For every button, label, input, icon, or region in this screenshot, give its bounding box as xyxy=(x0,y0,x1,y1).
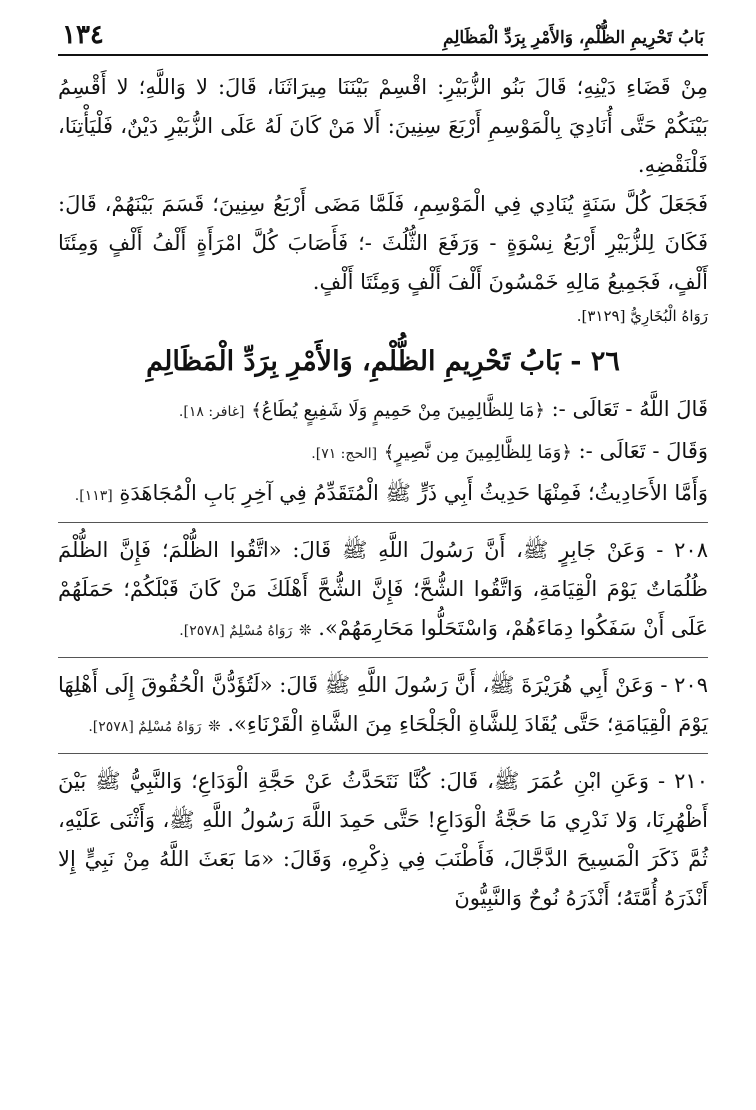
hadith-209-text: ٢٠٩ - وَعَنْ أَبِي هُرَيْرَةَ ﷺ، أَنَّ رَسُولَ اللَّهِ ﷺ قَالَ: «لَتُؤَدُّنَّ الْحُقُوقَ إِلَى أَهْلِهَا يَوْمَ الْقِيَامَةِ؛ حَتَّى يُقَادَ لِلشَّاةِ الْجَلْحَاءِ مِنَ الشَّاةِ الْقَرْنَاءِ». xyxy=(58,673,708,736)
hadith-208 xyxy=(58,531,708,651)
ahadith-intro-text: وَأَمَّا الأَحَادِيثُ؛ فَمِنْهَا حَدِيثُ أَبِي ذَرٍّ ﷺ الْمُتَقَدِّمُ فِي آخِرِ بَابِ الْمُجَاهَدَةِ xyxy=(119,481,708,505)
page-header xyxy=(58,14,708,56)
verse-2-text: ﴿وَمَا لِلظَّالِمِينَ مِن نَّصِيرٍ﴾ xyxy=(383,442,572,463)
page-body xyxy=(58,68,708,918)
verse-1 xyxy=(58,390,708,432)
verse-2-ref: [الحج: ٧١]. xyxy=(311,446,378,462)
running-title: بَابُ تَحْرِيمِ الظُّلْمِ، وَالأَمْرِ بِرَدِّ الْمَظَالِمِ xyxy=(442,28,704,48)
divider xyxy=(58,522,708,523)
hadith-210: ٢١٠ - وَعَنِ ابْنِ عُمَرَ ﷺ، قَالَ: كُنَّا نَتَحَدَّثُ عَنْ حَجَّةِ الْوَدَاعِ؛ وَالنَّبِيُّ ﷺ بَيْنَ أَظْهُرِنَا، وَلا نَدْرِي مَا حَجَّةُ الْوَدَاعِ! حَتَّى حَمِدَ اللَّهَ رَسُولُ اللَّهِ ﷺ، وَأَثْنَى عَلَيْهِ، ثُمَّ ذَكَرَ الْمَسِيحَ الدَّجَّالَ، فَأَطْنَبَ فِي ذِكْرِهِ، وَقَالَ: «مَا بَعَثَ اللَّهُ مِنْ نَبِيٍّ إِلا أَنْذَرَهُ أُمَّتَهُ؛ أَنْذَرَهُ نُوحٌ وَالنَّبِيُّونَ xyxy=(58,769,708,910)
ahadith-intro xyxy=(58,474,708,516)
page-number: ١٣٤ xyxy=(62,20,104,50)
ahadith-intro-ref: [١١٣]. xyxy=(74,488,113,504)
star-ornament: ❊ xyxy=(299,621,312,639)
hadith-209 xyxy=(58,666,708,747)
intro-source: رَوَاهُ الْبُخَارِيُّ [٣١٢٩]. xyxy=(576,307,708,325)
verse-2-intro: وَقَالَ - تَعَالَى -: xyxy=(578,439,708,463)
star-ornament: ❊ xyxy=(208,717,221,735)
intro-paragraph-1: مِنْ قَضَاءِ دَيْنِهِ؛ قَالَ بَنُو الزُّبَيْرِ: اقْسِمْ بَيْنَنَا مِيرَاثَنَا، قَالَ: لا وَاللَّهِ؛ لا أَقْسِمُ بَيْنَكُمْ حَتَّى أُنَادِيَ بِالْمَوْسِمِ أَرْبَعَ سِنِينَ: أَلا مَنْ كَانَ لَهُ عَلَى الزُّبَيْرِ دَيْنٌ، فَلْيَأْتِنَا، فَلْنَقْضِهِ. xyxy=(58,75,708,177)
book-page xyxy=(58,14,708,918)
hadith-208-source: رَوَاهُ مُسْلِمٌ [٢٥٧٨]. xyxy=(179,623,293,639)
verse-1-ref: [غافر: ١٨]. xyxy=(178,404,245,420)
hadith-208-text: ٢٠٨ - وَعَنْ جَابِرٍ ﷺ، أَنَّ رَسُولَ اللَّهِ ﷺ قَالَ: «اتَّقُوا الظُّلْمَ؛ فَإِنَّ الظُّلْمَ ظُلُمَاتٌ يَوْمَ الْقِيَامَةِ، وَاتَّقُوا الشُّحَّ؛ فَإِنَّ الشُّحَّ أَهْلَكَ مَنْ كَانَ قَبْلَكُمْ؛ حَمَلَهُمْ عَلَى أَنْ سَفَكُوا دِمَاءَهُمْ، وَاسْتَحَلُّوا مَحَارِمَهُمْ». xyxy=(58,538,708,640)
hadith-209-source: رَوَاهُ مُسْلِمٌ [٢٥٧٨]. xyxy=(88,719,202,735)
chapter-title: ٢٦ - بَابُ تَحْرِيمِ الظُّلْمِ، وَالأَمْرِ بِرَدِّ الْمَظَالِمِ xyxy=(146,346,620,377)
intro-paragraph-2: فَجَعَلَ كُلَّ سَنَةٍ يُنَادِي فِي الْمَوْسِمِ، فَلَمَّا مَضَى أَرْبَعُ سِنِينَ؛ قَسَمَ بَيْنَهُمْ، قَالَ: فَكَانَ لِلزُّبَيْرِ أَرْبَعُ نِسْوَةٍ - وَرَفَعَ الثُّلُثَ -؛ فَأَصَابَ كُلَّ امْرَأَةٍ أَلْفُ أَلْفٍ وَمِئَتَا أَلْفٍ، فَجَمِيعُ مَالِهِ خَمْسُونَ أَلْفَ أَلْفٍ وَمِئَتَا أَلْفٍ. xyxy=(58,192,708,294)
verse-2 xyxy=(58,432,708,474)
divider xyxy=(58,753,708,754)
verse-1-text: ﴿مَا لِلظَّالِمِينَ مِنْ حَمِيمٍ وَلَا شَفِيعٍ يُطَاعُ﴾ xyxy=(251,400,545,421)
divider xyxy=(58,657,708,658)
verse-1-intro: قَالَ اللَّهُ - تَعَالَى -: xyxy=(551,397,708,421)
